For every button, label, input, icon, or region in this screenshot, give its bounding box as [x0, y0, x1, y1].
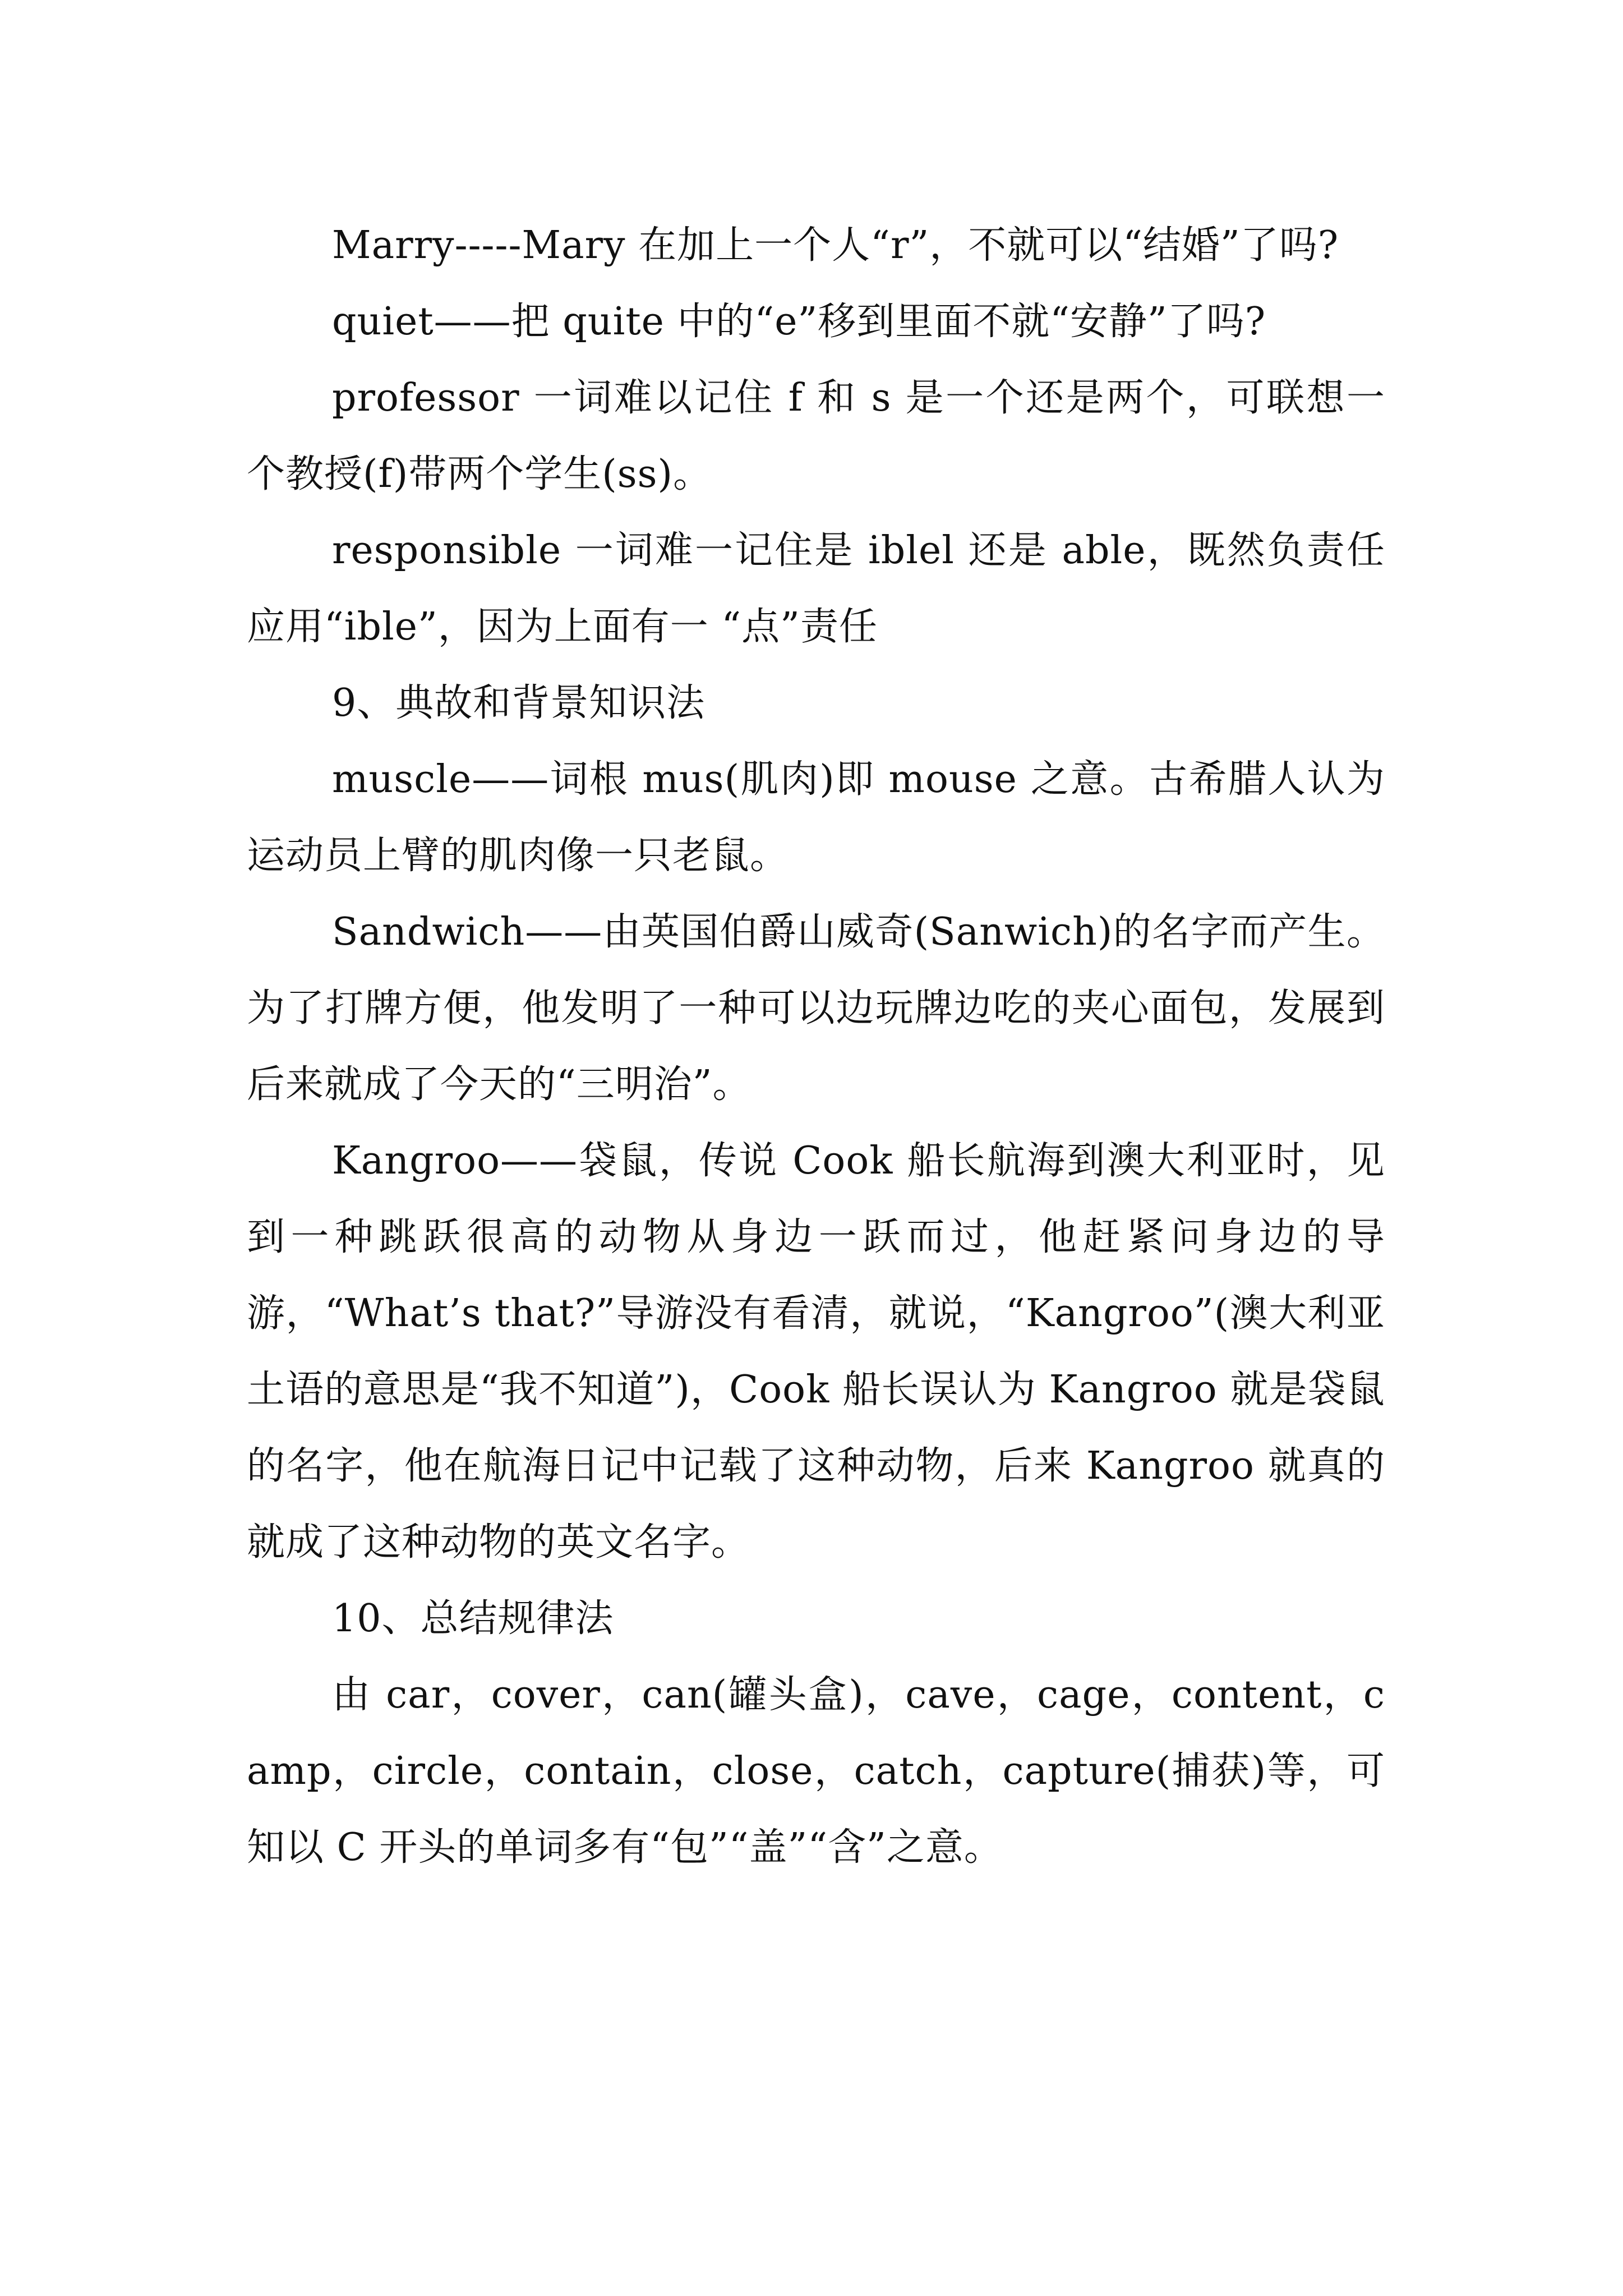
- paragraph-kangroo: Kangroo——袋鼠，传说 Cook 船长航海到澳大利亚时，见到一种跳跃很高的动物从身边一跃而过，他赶紧问身边的导游，“What’s that?”导游没有看清，就说，“Kangroo”(澳大利亚土语的意思是“我不知道”)，Cook 船长误认为 Kangroo 就是袋鼠的名字，他在航海日记中记载了这种动物，后来 Kangroo 就真的就成了这种动物的英文名字。: [247, 1139, 1385, 1565]
- paragraph-quiet: quiet——把 quite 中的“e”移到里面不就“安静”了吗?: [332, 300, 1266, 344]
- document-page: [247, 208, 1385, 1886]
- paragraph-responsible: responsible 一词难一记住是 iblel 还是 able，既然负责任应用“ible”，因为上面有一 “点”责任: [247, 528, 1385, 649]
- paragraph-professor: professor 一词难以记住 f 和 s 是一个还是两个，可联想一个教授(f)带两个学生(ss)。: [247, 376, 1385, 496]
- section-heading-allusion: 9、典故和背景知识法: [332, 681, 706, 725]
- paragraph-sandwich: Sandwich——由英国伯爵山威奇(Sanwich)的名字而产生。为了打牌方便，他发明了一种可以边玩牌边吃的夹心面包，发展到后来就成了今天的“三明治”。: [247, 910, 1385, 1107]
- section-heading-rules: 10、总结规律法: [332, 1596, 614, 1641]
- paragraph-marry: Marry-----Mary 在加上一个人“r”，不就可以“结婚”了吗?: [332, 223, 1339, 268]
- paragraph-c-words: 由 car，cover，can(罐头盒)，cave，cage，content，camp，circle，contain，close，catch，capture(捕获)等，可知以 C 开头的单词多有“包”“盖”“含”之意。: [247, 1673, 1385, 1870]
- paragraph-muscle: muscle——词根 mus(肌肉)即 mouse 之意。古希腊人认为运动员上臂的肌肉像一只老鼠。: [247, 757, 1385, 878]
